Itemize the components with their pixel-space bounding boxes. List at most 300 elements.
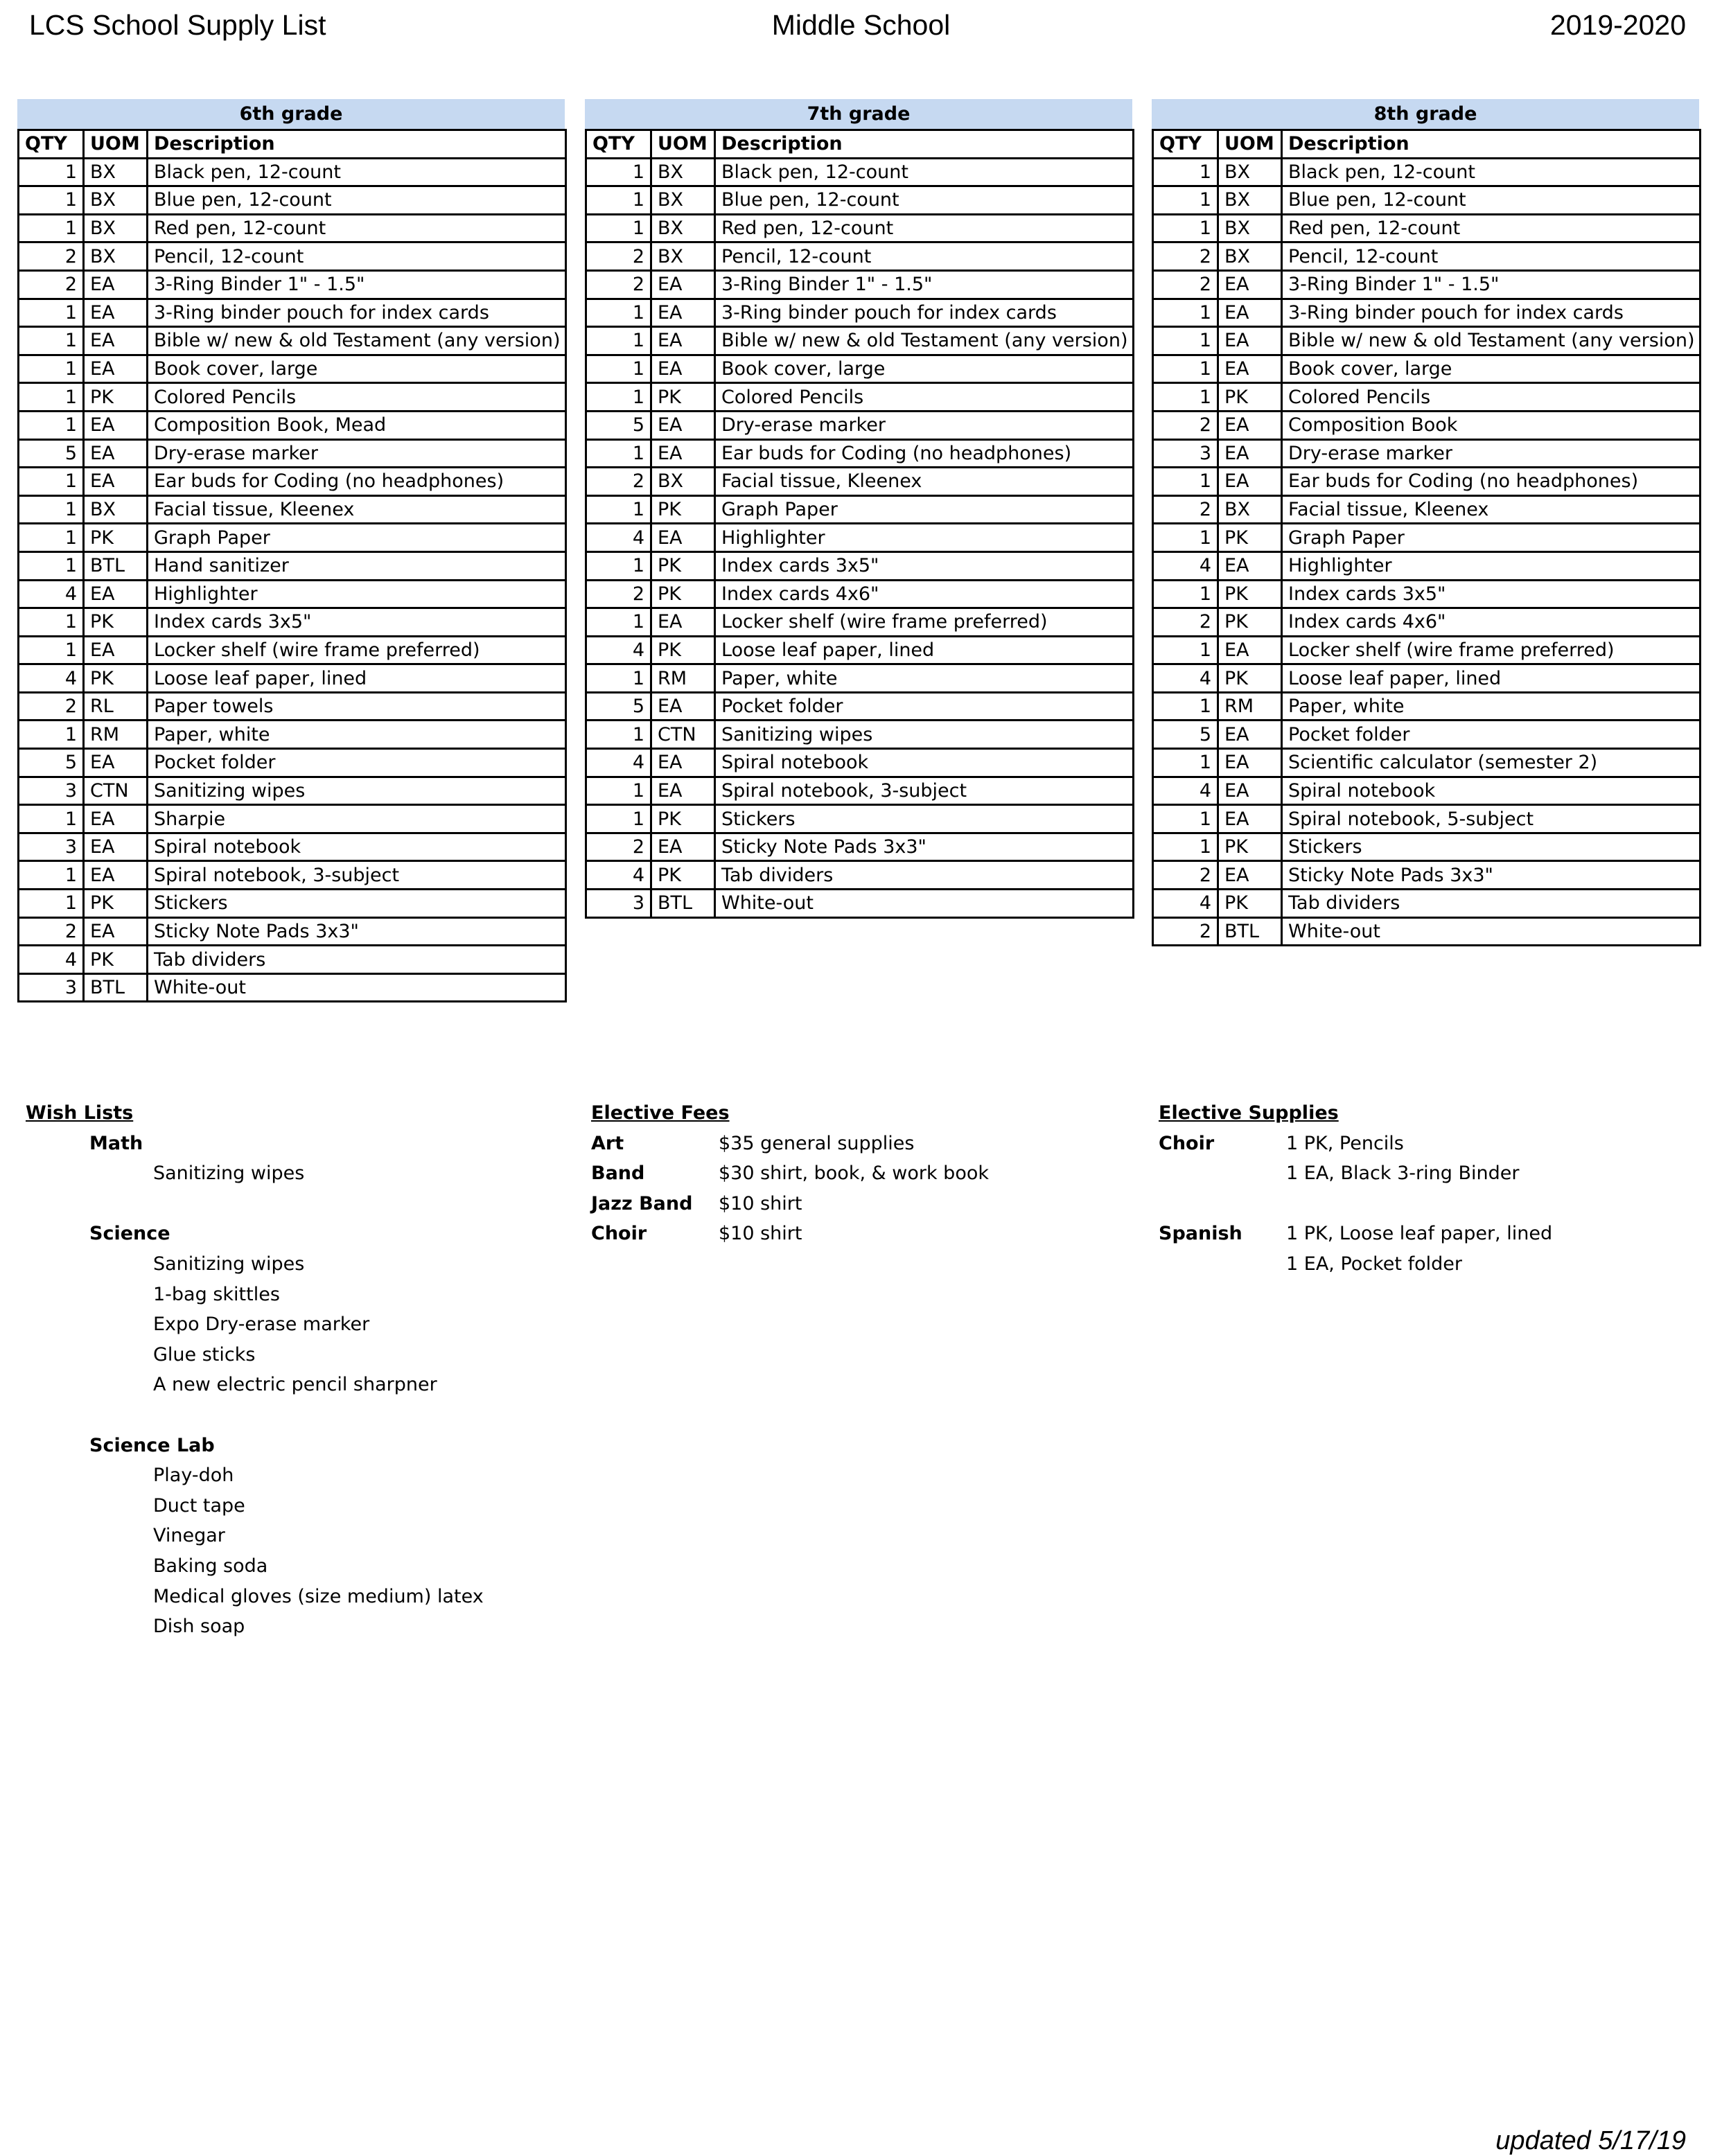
description-cell: Spiral notebook (1282, 777, 1701, 805)
qty-cell: 2 (586, 270, 651, 299)
qty-cell: 1 (586, 327, 651, 355)
qty-cell: 1 (19, 186, 84, 215)
description-cell: Locker shelf (wire frame preferred) (715, 608, 1134, 637)
description-cell: White-out (148, 973, 566, 1002)
table-row (19, 270, 566, 299)
description-cell: Highlighter (715, 524, 1134, 552)
uom-cell: EA (651, 355, 715, 383)
uom-cell: PK (84, 946, 148, 974)
uom-cell: PK (651, 636, 715, 664)
table-row (19, 524, 566, 552)
uom-cell: BTL (651, 890, 715, 918)
qty-cell: 4 (586, 636, 651, 664)
grade-8-table (1152, 99, 1699, 946)
doc-title: LCS School Supply List (29, 9, 326, 41)
table-row (1153, 158, 1701, 186)
fee-name: Band (591, 1163, 645, 1185)
section-title-text: Elective Supplies (1159, 1102, 1339, 1124)
table-row (1153, 917, 1701, 946)
description-cell: Sanitizing wipes (148, 777, 566, 805)
qty-cell: 1 (19, 327, 84, 355)
qty-cell: 4 (19, 946, 84, 974)
table-row (586, 383, 1134, 412)
table-row (1153, 664, 1701, 693)
supply-item: 1 EA, Pocket folder (1286, 1253, 1462, 1275)
description-cell: Highlighter (148, 580, 566, 608)
uom-header: UOM (651, 130, 715, 159)
description-cell: Colored Pencils (1282, 383, 1701, 412)
table-row (586, 186, 1134, 215)
description-cell: Spiral notebook, 5-subject (1282, 805, 1701, 833)
uom-cell: EA (84, 749, 148, 777)
section-title-text: Wish Lists (26, 1102, 134, 1124)
qty-cell: 4 (19, 664, 84, 693)
description-cell: Sharpie (148, 805, 566, 833)
qty-cell: 4 (1153, 777, 1218, 805)
school-year: 2019-2020 (1549, 9, 1686, 41)
qty-cell: 2 (586, 468, 651, 496)
table-row (586, 270, 1134, 299)
qty-cell: 3 (19, 777, 84, 805)
table-row (19, 495, 566, 524)
description-header: Description (148, 130, 566, 159)
table-row (1153, 861, 1701, 890)
table-row (586, 327, 1134, 355)
description-cell: Ear buds for Coding (no headphones) (715, 439, 1134, 468)
description-cell: Ear buds for Coding (no headphones) (148, 468, 566, 496)
qty-cell: 1 (586, 777, 651, 805)
description-cell: Spiral notebook (148, 833, 566, 861)
uom-header: UOM (1218, 130, 1282, 159)
uom-cell: PK (1218, 608, 1282, 637)
table-row (19, 186, 566, 215)
qty-cell: 4 (586, 524, 651, 552)
qty-cell: 2 (1153, 495, 1218, 524)
qty-cell: 2 (19, 270, 84, 299)
uom-cell: EA (1218, 805, 1282, 833)
uom-cell: EA (1218, 551, 1282, 580)
description-cell: White-out (715, 890, 1134, 918)
table-row (1153, 355, 1701, 383)
qty-cell: 2 (1153, 411, 1218, 439)
uom-cell: BX (1218, 158, 1282, 186)
qty-cell: 1 (586, 186, 651, 215)
uom-cell: EA (84, 805, 148, 833)
wish-group-name: Science (89, 1223, 170, 1245)
school-level: Middle School (771, 9, 951, 41)
qty-cell: 2 (19, 242, 84, 271)
table-row (586, 636, 1134, 664)
section-title (1159, 1098, 1552, 1129)
wish-group-name: Math (89, 1132, 143, 1154)
table-row (586, 608, 1134, 637)
qty-cell: 1 (19, 158, 84, 186)
uom-cell: BTL (84, 973, 148, 1002)
qty-cell: 1 (1153, 468, 1218, 496)
table-row (1153, 242, 1701, 271)
uom-cell: CTN (84, 777, 148, 805)
table-row (586, 833, 1134, 861)
table-row (586, 580, 1134, 608)
qty-cell: 5 (19, 749, 84, 777)
description-cell: Loose leaf paper, lined (1282, 664, 1701, 693)
uom-cell: PK (84, 524, 148, 552)
supply-group-name: Choir (1159, 1132, 1215, 1154)
table-row (19, 214, 566, 242)
uom-cell: PK (84, 383, 148, 412)
uom-cell: EA (84, 327, 148, 355)
table-row (1153, 805, 1701, 833)
table-row (586, 299, 1134, 327)
qty-cell: 1 (1153, 186, 1218, 215)
description-cell: Locker shelf (wire frame preferred) (1282, 636, 1701, 664)
table-row (1153, 411, 1701, 439)
table-row (19, 749, 566, 777)
fee-value: $10 shirt (719, 1192, 802, 1214)
description-cell: Paper, white (715, 664, 1134, 693)
wish-item: Sanitizing wipes (153, 1253, 305, 1275)
uom-cell: EA (1218, 861, 1282, 890)
uom-cell: EA (1218, 270, 1282, 299)
uom-cell: EA (651, 299, 715, 327)
table-row (19, 805, 566, 833)
table-row (19, 327, 566, 355)
description-header: Description (715, 130, 1134, 159)
table-row (1153, 327, 1701, 355)
qty-cell: 2 (1153, 242, 1218, 271)
description-header: Description (1282, 130, 1701, 159)
qty-cell: 1 (19, 495, 84, 524)
table-row (19, 833, 566, 861)
uom-cell: BX (84, 495, 148, 524)
uom-cell: PK (651, 580, 715, 608)
table-row (19, 608, 566, 637)
description-cell: Sticky Note Pads 3x3" (715, 833, 1134, 861)
qty-cell: 1 (1153, 580, 1218, 608)
description-cell: Bible w/ new & old Testament (any version) (715, 327, 1134, 355)
qty-cell: 1 (1153, 158, 1218, 186)
qty-cell: 4 (586, 861, 651, 890)
wish-item: A new electric pencil sharpner (153, 1374, 437, 1396)
description-cell: Bible w/ new & old Testament (any version) (1282, 327, 1701, 355)
table-row (586, 242, 1134, 271)
elective-fees-section (591, 1098, 989, 1249)
supply-group-name: Spanish (1159, 1223, 1242, 1245)
qty-cell: 5 (19, 439, 84, 468)
header-row (1153, 130, 1701, 159)
description-cell: 3-Ring binder pouch for index cards (715, 299, 1134, 327)
description-cell: Pocket folder (1282, 721, 1701, 749)
supply-row (1159, 1249, 1552, 1280)
supply-row (1159, 1129, 1552, 1159)
fee-name: Art (591, 1132, 624, 1154)
uom-cell: EA (651, 608, 715, 637)
supply-row (1159, 1158, 1552, 1189)
table-row (1153, 439, 1701, 468)
qty-cell: 1 (19, 636, 84, 664)
uom-cell: RM (651, 664, 715, 693)
table-row (19, 664, 566, 693)
uom-cell: EA (84, 833, 148, 861)
table-row (586, 861, 1134, 890)
qty-cell: 2 (19, 917, 84, 946)
qty-cell: 1 (19, 861, 84, 890)
uom-cell: EA (651, 411, 715, 439)
description-cell: Loose leaf paper, lined (148, 664, 566, 693)
description-cell: Sticky Note Pads 3x3" (148, 917, 566, 946)
spacer (1159, 1189, 1552, 1219)
qty-cell: 4 (1153, 551, 1218, 580)
qty-cell: 1 (19, 805, 84, 833)
uom-cell: BX (651, 158, 715, 186)
uom-cell: BX (84, 186, 148, 215)
description-cell: Book cover, large (1282, 355, 1701, 383)
table-row (19, 299, 566, 327)
qty-cell: 1 (586, 439, 651, 468)
table-row (19, 861, 566, 890)
table-row (19, 383, 566, 412)
description-cell: Red pen, 12-count (1282, 214, 1701, 242)
table-row (586, 721, 1134, 749)
uom-cell: BX (651, 214, 715, 242)
uom-cell: EA (1218, 777, 1282, 805)
uom-header: UOM (84, 130, 148, 159)
table-row (586, 411, 1134, 439)
uom-cell: EA (1218, 411, 1282, 439)
table-row (586, 524, 1134, 552)
qty-cell: 1 (586, 805, 651, 833)
table-row (1153, 608, 1701, 637)
table-row (586, 805, 1134, 833)
qty-cell: 4 (1153, 664, 1218, 693)
qty-cell: 1 (19, 551, 84, 580)
description-cell: Pencil, 12-count (148, 242, 566, 271)
table-row (19, 973, 566, 1002)
fee-row (591, 1129, 989, 1159)
table-row (1153, 749, 1701, 777)
description-cell: Pocket folder (148, 749, 566, 777)
qty-cell: 1 (586, 214, 651, 242)
description-cell: Facial tissue, Kleenex (715, 468, 1134, 496)
description-cell: 3-Ring binder pouch for index cards (148, 299, 566, 327)
uom-cell: BX (84, 214, 148, 242)
qty-cell: 2 (1153, 917, 1218, 946)
description-cell: Ear buds for Coding (no headphones) (1282, 468, 1701, 496)
wish-item: Glue sticks (153, 1343, 256, 1366)
uom-cell: EA (651, 833, 715, 861)
uom-cell: EA (84, 411, 148, 439)
uom-cell: BX (1218, 214, 1282, 242)
grade-title: 8th grade (1152, 99, 1699, 129)
qty-cell: 2 (586, 833, 651, 861)
wish-group-name: Science Lab (89, 1434, 215, 1456)
uom-cell: EA (84, 917, 148, 946)
uom-cell: PK (1218, 524, 1282, 552)
table-row (1153, 890, 1701, 918)
table-row (1153, 721, 1701, 749)
description-cell: Spiral notebook, 3-subject (148, 861, 566, 890)
description-cell: Graph Paper (148, 524, 566, 552)
description-cell: Facial tissue, Kleenex (148, 495, 566, 524)
description-cell: Index cards 3x5" (1282, 580, 1701, 608)
qty-header: QTY (1153, 130, 1218, 159)
uom-cell: PK (651, 805, 715, 833)
table-row (1153, 468, 1701, 496)
supply-group-name (1159, 1158, 1286, 1189)
qty-cell: 5 (1153, 721, 1218, 749)
description-cell: Blue pen, 12-count (148, 186, 566, 215)
qty-cell: 1 (1153, 383, 1218, 412)
description-cell: Sticky Note Pads 3x3" (1282, 861, 1701, 890)
table-row (1153, 270, 1701, 299)
uom-cell: EA (1218, 299, 1282, 327)
description-cell: Pencil, 12-count (715, 242, 1134, 271)
supply-table (17, 129, 567, 1002)
qty-cell: 1 (586, 721, 651, 749)
description-cell: Book cover, large (715, 355, 1134, 383)
table-row (586, 214, 1134, 242)
wish-item: Dish soap (153, 1616, 245, 1638)
table-row (586, 890, 1134, 918)
description-cell: Index cards 4x6" (1282, 608, 1701, 637)
uom-cell: PK (1218, 383, 1282, 412)
qty-cell: 1 (1153, 636, 1218, 664)
uom-cell: EA (84, 355, 148, 383)
description-cell: Sanitizing wipes (715, 721, 1134, 749)
fee-row (591, 1189, 989, 1219)
supply-item: 1 EA, Black 3-ring Binder (1286, 1163, 1520, 1185)
qty-cell: 2 (1153, 608, 1218, 637)
uom-cell: PK (651, 383, 715, 412)
description-cell: 3-Ring binder pouch for index cards (1282, 299, 1701, 327)
uom-cell: EA (651, 327, 715, 355)
table-row (1153, 636, 1701, 664)
table-row (1153, 299, 1701, 327)
section-title (591, 1098, 989, 1129)
wish-item: Sanitizing wipes (153, 1163, 305, 1185)
description-cell: Black pen, 12-count (148, 158, 566, 186)
qty-cell: 1 (19, 383, 84, 412)
uom-cell: EA (84, 270, 148, 299)
uom-cell: BX (651, 468, 715, 496)
uom-cell: BX (1218, 186, 1282, 215)
qty-cell: 5 (586, 411, 651, 439)
qty-cell: 1 (19, 524, 84, 552)
qty-cell: 1 (19, 890, 84, 918)
description-cell: Red pen, 12-count (715, 214, 1134, 242)
qty-cell: 1 (586, 383, 651, 412)
description-cell: Dry-erase marker (148, 439, 566, 468)
header-row (19, 130, 566, 159)
wish-item: Medical gloves (size medium) latex (153, 1585, 484, 1607)
description-cell: Tab dividers (1282, 890, 1701, 918)
description-cell: Graph Paper (715, 495, 1134, 524)
qty-cell: 1 (1153, 805, 1218, 833)
description-cell: 3-Ring Binder 1" - 1.5" (148, 270, 566, 299)
uom-cell: EA (84, 636, 148, 664)
qty-cell: 1 (1153, 524, 1218, 552)
description-cell: Paper, white (1282, 692, 1701, 721)
uom-cell: EA (84, 439, 148, 468)
table-row (1153, 692, 1701, 721)
qty-cell: 2 (19, 692, 84, 721)
table-row (19, 439, 566, 468)
fee-name: Jazz Band (591, 1192, 693, 1214)
spacer (26, 1189, 484, 1219)
supply-item: 1 PK, Pencils (1286, 1132, 1404, 1154)
uom-cell: EA (84, 299, 148, 327)
description-cell: Tab dividers (715, 861, 1134, 890)
description-cell: Graph Paper (1282, 524, 1701, 552)
description-cell: Composition Book (1282, 411, 1701, 439)
description-cell: Index cards 3x5" (148, 608, 566, 637)
qty-cell: 1 (586, 158, 651, 186)
qty-cell: 1 (19, 721, 84, 749)
description-cell: Paper towels (148, 692, 566, 721)
uom-cell: PK (84, 890, 148, 918)
description-cell: Spiral notebook, 3-subject (715, 777, 1134, 805)
grade-6-table (17, 99, 565, 1002)
table-row (1153, 551, 1701, 580)
fee-row (591, 1219, 989, 1249)
qty-cell: 1 (19, 299, 84, 327)
description-cell: Black pen, 12-count (1282, 158, 1701, 186)
table-row (1153, 495, 1701, 524)
qty-cell: 2 (586, 242, 651, 271)
uom-cell: EA (84, 580, 148, 608)
table-row (19, 411, 566, 439)
description-cell: Black pen, 12-count (715, 158, 1134, 186)
fee-value: $30 shirt, book, & work book (719, 1163, 989, 1185)
description-cell: Scientific calculator (semester 2) (1282, 749, 1701, 777)
qty-cell: 4 (19, 580, 84, 608)
fee-name: Choir (591, 1223, 647, 1245)
table-row (19, 721, 566, 749)
supply-item: 1 PK, Loose leaf paper, lined (1286, 1223, 1553, 1245)
table-row (586, 664, 1134, 693)
description-cell: Locker shelf (wire frame preferred) (148, 636, 566, 664)
uom-cell: EA (651, 692, 715, 721)
qty-cell: 1 (1153, 214, 1218, 242)
uom-cell: EA (1218, 468, 1282, 496)
uom-cell: RM (84, 721, 148, 749)
supply-table (585, 129, 1134, 919)
table-row (1153, 580, 1701, 608)
description-cell: Paper, white (148, 721, 566, 749)
table-row (1153, 777, 1701, 805)
table-row (19, 636, 566, 664)
table-row (19, 158, 566, 186)
qty-cell: 1 (1153, 749, 1218, 777)
description-cell: Bible w/ new & old Testament (any version) (148, 327, 566, 355)
qty-cell: 3 (586, 890, 651, 918)
table-row (19, 242, 566, 271)
uom-cell: EA (1218, 327, 1282, 355)
qty-cell: 1 (1153, 692, 1218, 721)
description-cell: Blue pen, 12-count (1282, 186, 1701, 215)
qty-header: QTY (586, 130, 651, 159)
table-row (19, 551, 566, 580)
supply-table (1152, 129, 1701, 946)
spacer (26, 1400, 484, 1431)
wish-item: Duct tape (153, 1494, 245, 1517)
description-cell: Index cards 3x5" (715, 551, 1134, 580)
qty-cell: 1 (1153, 833, 1218, 861)
uom-cell: EA (84, 468, 148, 496)
table-row (19, 917, 566, 946)
supply-group-name (1159, 1249, 1286, 1280)
table-row (1153, 214, 1701, 242)
